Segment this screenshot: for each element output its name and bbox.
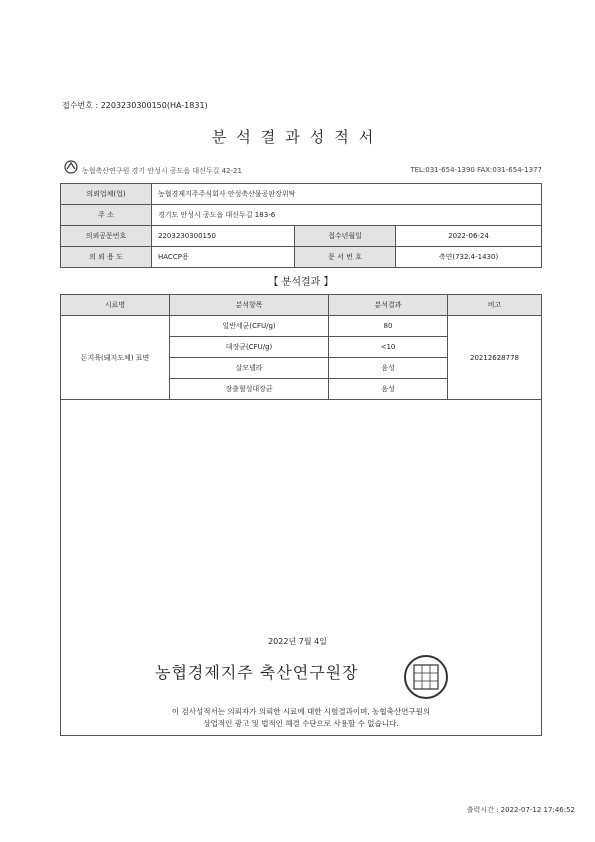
- analysis-item: 대장균(CFU/g): [170, 337, 329, 358]
- analysis-result: 음성: [329, 358, 448, 379]
- analysis-result: 80: [329, 316, 448, 337]
- header-line: [60, 166, 542, 176]
- issuer-name: 농협경제지주 축산연구원장: [155, 663, 359, 682]
- document-body-frame: [60, 397, 542, 736]
- col-header-result: 분석결과: [329, 295, 448, 316]
- request-no-value: 2203230300150: [152, 226, 295, 247]
- address-label: 주 소: [61, 205, 152, 226]
- purpose-label: 의 뢰 용 도: [61, 247, 152, 268]
- receipt-date-label: 접수년월일: [295, 226, 396, 247]
- note-value: 20212628778: [448, 316, 542, 400]
- receipt-date-value: 2022-06-24: [396, 226, 542, 247]
- output-timestamp: 출력시간 : 2022-07-12 17:46:52: [466, 806, 575, 814]
- notice-text: [60, 706, 542, 730]
- client-value: 농협경제지주주식회사 안성축산물공판장위탁: [152, 184, 542, 205]
- col-header-item: 분석항목: [170, 295, 329, 316]
- receipt-number: 접수번호 : 2203230300150(HA-1831): [62, 101, 208, 110]
- notice-line-2: 상업적인 광고 및 법적인 해결 수단으로 사용할 수 없습니다.: [203, 719, 399, 728]
- analysis-result: 음성: [329, 379, 448, 400]
- purpose-value: HACCP용: [152, 247, 295, 268]
- address-value: 경기도 안성시 공도읍 대신두길 183-6: [152, 205, 542, 226]
- institute-address: 농협축산연구원 경기 안성시 공도읍 대신두길 42-21: [82, 167, 242, 175]
- client-label: 의뢰업체(업): [61, 184, 152, 205]
- official-seal-icon: [403, 654, 449, 700]
- col-header-note: 비고: [448, 295, 542, 316]
- table-row: [61, 316, 542, 337]
- notice-line-1: 이 검사성적서는 의뢰자가 의뢰한 시료에 대한 시험결과이며, 농협축산연구원의: [171, 707, 431, 716]
- analysis-item: 일반세균(CFU/g): [170, 316, 329, 337]
- document-title: 분석결과성적서: [211, 128, 384, 146]
- issue-date: 2022년 7월 4일: [268, 637, 327, 646]
- analysis-item: 장출혈성대장균: [170, 379, 329, 400]
- client-info-table: [60, 183, 542, 268]
- analysis-result: <10: [329, 337, 448, 358]
- sample-name: 돈지육(돼지도체) 표면: [61, 316, 170, 400]
- col-header-sample: 시료명: [61, 295, 170, 316]
- doc-no-label: 문 서 번 호: [295, 247, 396, 268]
- analysis-item: 살모넬라: [170, 358, 329, 379]
- institute-contact: TEL:031-654-1390 FAX:031-654-1377: [410, 166, 542, 174]
- request-no-label: 의뢰공문번호: [61, 226, 152, 247]
- doc-no-value: 축연(732.4-1430): [396, 247, 542, 268]
- results-table: [60, 294, 542, 400]
- result-section-title: 【 분석결과 】: [268, 277, 334, 288]
